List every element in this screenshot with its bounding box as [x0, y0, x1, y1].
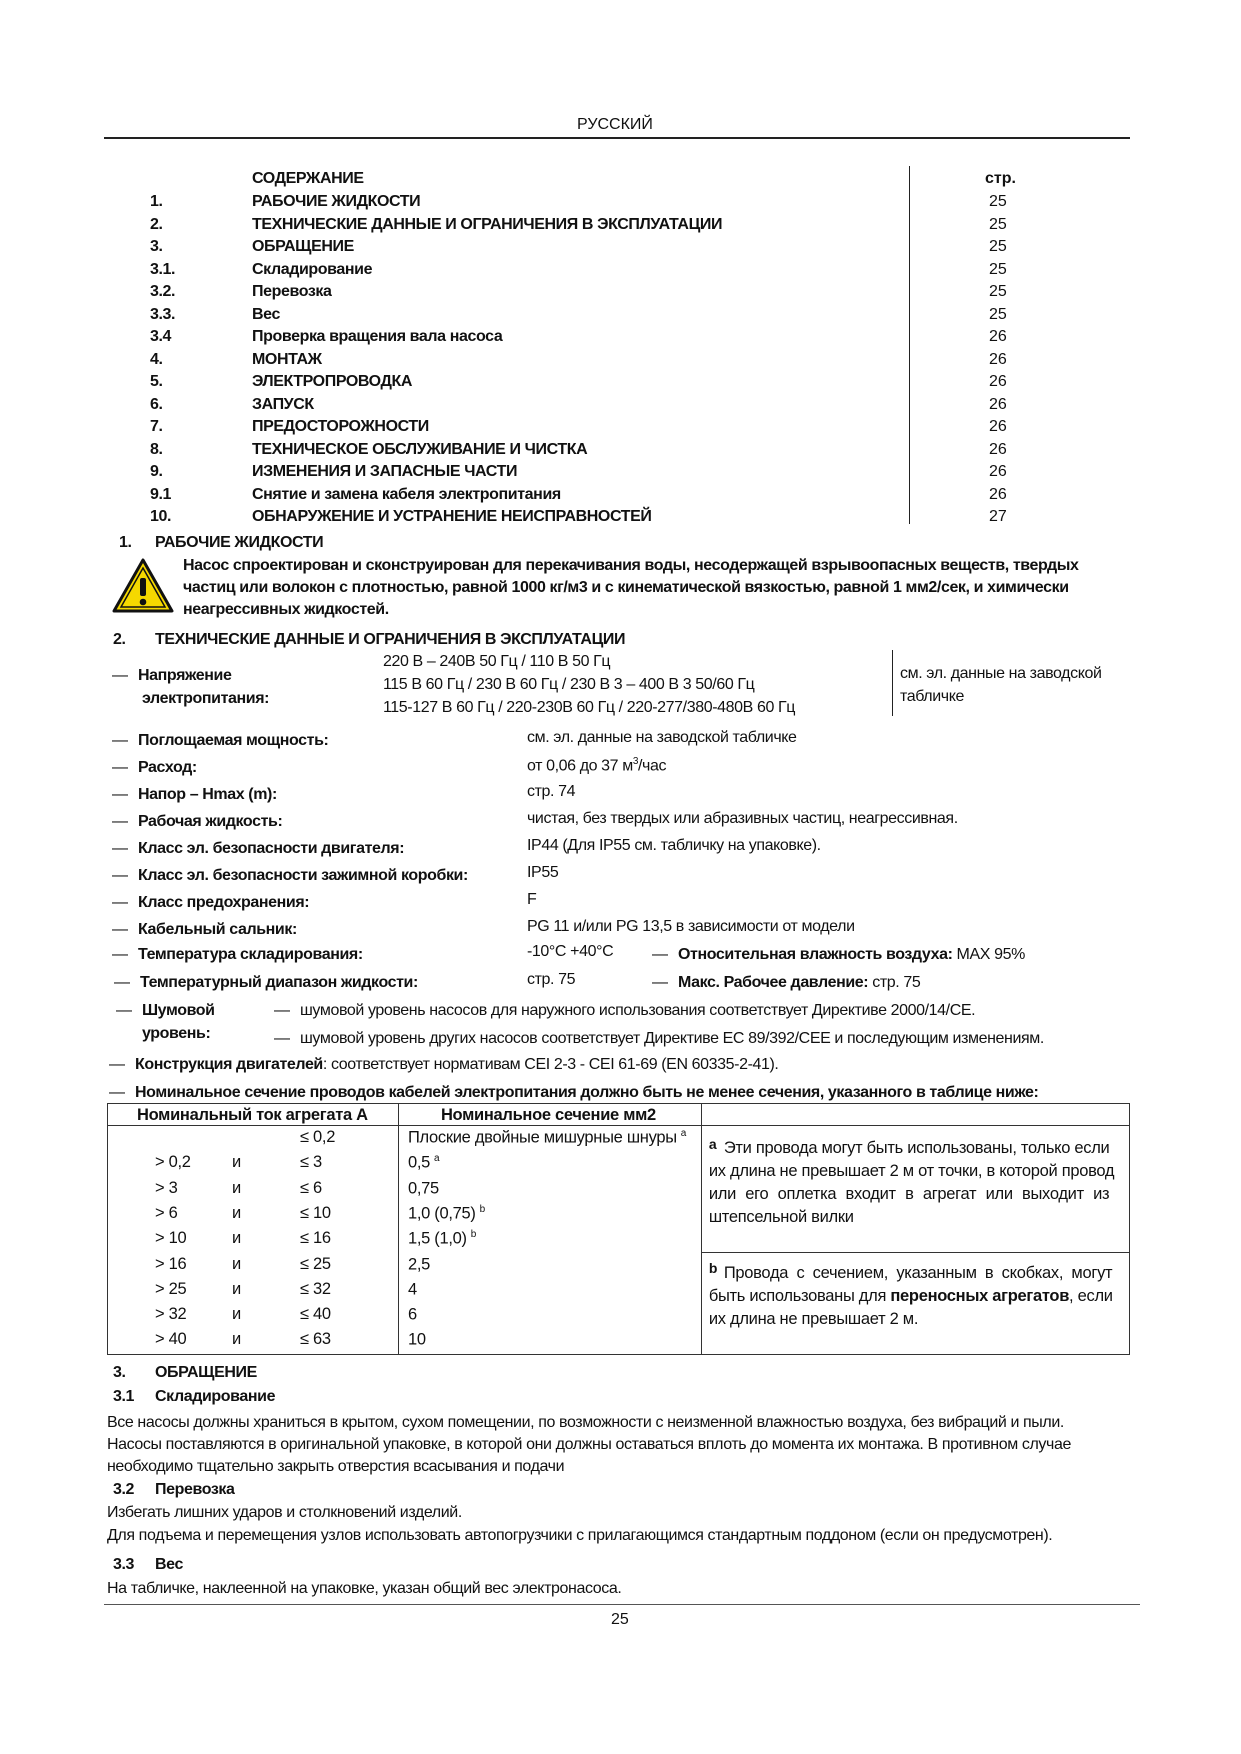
spec-value: от 0,06 до 37 $м^3$/час [527, 756, 667, 775]
s1-number: 1. [119, 534, 132, 551]
note-a-line: их длина не превышает 2 м от точки, в которой провод [708, 1162, 1115, 1180]
s31-paragraph-line: Все насосы должны храниться в крытом, сухом помещении, по возможности с неизменной влажностью воздуха, без вибраций и пыли. [107, 1414, 1064, 1431]
toc-item-title: Вес [252, 305, 280, 323]
toc-item-page: 26 [989, 440, 1007, 458]
motor-label: Конструкция двигателей [135, 1056, 323, 1073]
spec-value: IP44 (Для IP55 см. табличку на упаковке). [527, 837, 821, 854]
header-language: РУССКИЙ [577, 116, 653, 133]
toc-item-number: 3.3. [150, 305, 176, 323]
current-from: > 3 [155, 1178, 178, 1197]
s31-paragraph-line: Насосы поставляются в оригинальной упаковке, в которой они должны оставаться вплоть до момента их монтажа. В противном случае [107, 1436, 1071, 1453]
s31-paragraph-line: необходимо тщательно закрыть отверстия всасывания и подачи [107, 1458, 565, 1475]
toc-item-page: 25 [989, 260, 1007, 278]
toc-item-title: ТЕХНИЧЕСКИЕ ДАННЫЕ И ОГРАНИЧЕНИЯ В ЭКСПЛУАТАЦИИ [252, 215, 723, 233]
s33-number: 3.3 [113, 1556, 135, 1573]
current-to: ≤ 25 [300, 1254, 331, 1273]
toc-item-number: 2. [150, 215, 163, 233]
toc-item-page: 26 [989, 485, 1007, 503]
note-a-marker: a [708, 1136, 717, 1152]
section-value: 10 [407, 1330, 426, 1349]
toc-item-page: 27 [989, 508, 1007, 525]
spec-value: чистая, без твердых или абразивных частиц, неагрессивная. [527, 810, 958, 827]
voltage-note: см. эл. данные на заводской [900, 665, 1102, 682]
section-rows [399, 1126, 701, 1354]
s32-title: Перевозка [155, 1481, 235, 1498]
toc-item-page: 26 [989, 463, 1007, 480]
current-to: ≤ 32 [300, 1279, 331, 1298]
toc-item-title: МОНТАЖ [252, 350, 322, 368]
max-pressure-label: Макс. Рабочее давление: [678, 974, 869, 991]
cable-section-table [107, 1103, 1130, 1355]
note-b-marker: b [708, 1260, 718, 1276]
noise-label: — Шумовой [142, 1002, 215, 1020]
max-pressure-value: стр. 75 [868, 974, 921, 991]
toc-item-page: 26 [989, 328, 1007, 345]
motor-construction [135, 1056, 778, 1074]
toc-item-page: 26 [989, 395, 1007, 413]
storage-temp-label: — Температура складирования: [138, 946, 363, 964]
toc-item-title: ЭЛЕКТРОПРОВОДКА [252, 373, 413, 390]
toc-item-number: 7. [150, 418, 163, 435]
toc-item-page: 25 [989, 238, 1007, 255]
s32-paragraph-line: Для подъема и перемещения узлов использовать автопогрузчики с прилагающимся стандартным поддоном (если он предусмотрен). [107, 1527, 1053, 1544]
current-and: и [232, 1153, 241, 1172]
col2-header: Номинальное сечение мм2 [398, 1104, 701, 1126]
current-to: ≤ 40 [300, 1305, 331, 1324]
toc-item-title: РАБОЧИЕ ЖИДКОСТИ [252, 193, 421, 210]
current-from: > 0,2 [155, 1153, 191, 1172]
max-pressure: — Макс. Рабочее давление: стр. 75 [652, 974, 921, 991]
section-value: 1,0 (0,75) $^b$ [407, 1203, 485, 1223]
noise-item: — шумовой уровень насосов для наружного использования соответствует Директиве 2000/14/CE. [300, 1002, 975, 1020]
toc-item-page: 26 [989, 373, 1007, 390]
section-value: 4 [407, 1280, 417, 1299]
note-a-line: штепсельной вилки [708, 1208, 854, 1226]
toc-item-title: ПРЕДОСТОРОЖНОСТИ [252, 418, 429, 435]
voltage-label: — Напряжение [138, 667, 231, 685]
section-value: 2,5 [407, 1255, 430, 1273]
spec-label: — Поглощаемая мощность: [138, 732, 328, 750]
notes-column [701, 1126, 1129, 1355]
toc-item-page: 25 [989, 193, 1007, 210]
note-a [702, 1126, 1129, 1253]
current-to: ≤ 16 [300, 1229, 331, 1248]
toc-item-number: 3.1. [150, 260, 176, 278]
toc-item-title: Складирование [252, 260, 373, 278]
toc-item-title: Снятие и замена кабеля электропитания [252, 485, 561, 503]
liquid-temp-value: стр. 75 [527, 971, 576, 988]
s1-warning-line: Насос спроектирован и сконструирован для перекачивания воды, несодержащей взрывоопасных веществ, твердых [183, 557, 1079, 574]
header-rule [104, 137, 1130, 139]
humidity: — Относительная влажность воздуха: MAX 95% [652, 946, 1025, 963]
current-and: и [232, 1178, 241, 1197]
current-and: и [232, 1203, 241, 1222]
voltage-value: 220 В – 240В 50 Гц / 110 В 50 Гц [383, 653, 611, 670]
warning-icon [112, 558, 174, 613]
current-from: > 16 [155, 1254, 187, 1273]
toc-item-number: 4. [150, 350, 163, 368]
toc-item-title: ИЗМЕНЕНИЯ И ЗАПАСНЫЕ ЧАСТИ [252, 463, 518, 480]
toc-item-title: ОБРАЩЕНИЕ [252, 238, 354, 255]
toc-title: СОДЕРЖАНИЕ [252, 170, 364, 187]
s3-number: 3. [113, 1364, 126, 1381]
spec-label: — Кабельный сальник: [138, 921, 297, 939]
spec-label: — Класс эл. безопасности двигателя: [138, 840, 404, 858]
note-b-line: быть использованы для переносных агрегатов, если [708, 1287, 1113, 1305]
current-to: ≤ 10 [300, 1203, 331, 1222]
toc-item-page: 26 [989, 350, 1007, 368]
current-from: > 32 [155, 1305, 187, 1324]
toc-page-label: стр. [985, 170, 1016, 187]
spec-label: — Рабочая жидкость: [138, 813, 282, 831]
section-value: 6 [407, 1305, 417, 1324]
toc-item-number: 6. [150, 395, 163, 413]
note-a-line: Эти провода могут быть использованы, только если [723, 1139, 1110, 1157]
toc-item-number: 5. [150, 373, 163, 390]
section-value: 0,75 [407, 1179, 439, 1198]
toc-item-page: 25 [989, 215, 1007, 233]
storage-temp-value: -10°C +40°C [527, 943, 614, 960]
current-to: ≤ 63 [300, 1330, 331, 1349]
cable-intro: — Номинальное сечение проводов кабелей электропитания должно быть не менее сечения, указанного в таблице ниже: [135, 1084, 1039, 1102]
toc-item-number: 3.4 [150, 328, 172, 345]
section-value: Плоские двойные мишурные шнуры $^a$ [407, 1128, 687, 1147]
voltage-divider [892, 650, 893, 716]
note-b [702, 1253, 1129, 1353]
current-and: и [232, 1279, 241, 1298]
toc-item-number: 10. [150, 508, 172, 525]
section-value: 0,5 $^a$ [407, 1153, 440, 1172]
current-and: и [232, 1229, 241, 1248]
s31-number: 3.1 [113, 1388, 135, 1405]
toc-item-page: 25 [989, 283, 1007, 300]
s33-paragraph-line: На табличке, наклеенной на упаковке, указан общий вес электронасоса. [107, 1580, 622, 1597]
current-from: > 10 [155, 1229, 187, 1248]
current-and: и [232, 1305, 241, 1324]
current-from: > 40 [155, 1330, 187, 1349]
voltage-note-2: табличке [900, 688, 964, 705]
toc-item-page: 26 [989, 418, 1007, 435]
toc-item-number: 3.2. [150, 283, 176, 300]
current-rows [108, 1126, 398, 1354]
motor-value: : соответствует нормативам CEI 2-3 - CEI 61-69 (EN 60335-2-41). [322, 1056, 779, 1073]
col1-header: Номинальный ток агрегата А [108, 1104, 399, 1126]
spec-value: IP55 [527, 864, 559, 881]
s2-title: ТЕХНИЧЕСКИЕ ДАННЫЕ И ОГРАНИЧЕНИЯ В ЭКСПЛУАТАЦИИ [155, 631, 626, 648]
toc-item-title: ТЕХНИЧЕСКОЕ ОБСЛУЖИВАНИЕ И ЧИСТКА [252, 440, 588, 458]
spec-value: F [527, 891, 537, 908]
section-value: 1,5 (1,0) $^b$ [407, 1229, 476, 1248]
note-a-line: или его оплетка входит в агрегат или выходит из [708, 1185, 1110, 1203]
toc-item-number: 3. [150, 238, 163, 255]
current-and: и [232, 1330, 241, 1349]
toc-item-title: ЗАПУСК [252, 395, 314, 413]
s2-number: 2. [113, 631, 126, 648]
s1-warning-line: неагрессивных жидкостей. [183, 601, 389, 618]
spec-value: стр. 74 [527, 783, 576, 800]
s31-title: Складирование [155, 1388, 276, 1405]
spec-value: см. эл. данные на заводской табличке [527, 729, 797, 746]
current-to: ≤ 3 [300, 1153, 322, 1172]
noise-item: — шумовой уровень других насосов соответствует Директиве ЕС 89/392/CEE и последующим изменениям. [300, 1030, 1044, 1048]
current-to: ≤ 0,2 [300, 1128, 336, 1146]
toc-item-title: Перевозка [252, 283, 332, 300]
note-b-line: их длина не превышает 2 м. [708, 1310, 919, 1328]
current-from: > 6 [155, 1203, 178, 1222]
s32-paragraph-line: Избегать лишних ударов и столкновений изделий. [107, 1504, 462, 1521]
spec-label: — Напор – Hmax (m): [138, 786, 277, 804]
current-to: ≤ 6 [300, 1178, 322, 1197]
humidity-value: MAX 95% [952, 946, 1025, 963]
voltage-value: 115-127 В 60 Гц / 220-230В 60 Гц / 220-277/380-480В 60 Гц [383, 699, 796, 716]
spec-label: — Расход: [138, 759, 197, 777]
toc-item-number: 9.1 [150, 485, 172, 503]
toc-item-number: 8. [150, 440, 163, 458]
section-column [398, 1126, 701, 1355]
notes-header [701, 1104, 1129, 1126]
s33-title: Вес [155, 1556, 183, 1573]
note-b-bold: переносных агрегатов [890, 1287, 1070, 1305]
s1-warning-line: частиц или волокон с плотностью, равной 1000 кг/м3 и с кинематической вязкостью, равной 1 мм2/сек, и химически [183, 579, 1069, 596]
spec-label: — Класс предохранения: [138, 894, 309, 912]
s1-title: РАБОЧИЕ ЖИДКОСТИ [155, 534, 324, 551]
toc-item-number: 9. [150, 463, 163, 480]
liquid-temp-label: — Температурный диапазон жидкости: [140, 974, 418, 992]
s3-title: ОБРАЩЕНИЕ [155, 1364, 257, 1381]
current-column [108, 1126, 399, 1355]
current-from: > 25 [155, 1279, 187, 1298]
spec-label: — Класс эл. безопасности зажимной коробки: [138, 867, 468, 885]
voltage-value: 115 В 60 Гц / 230 В 60 Гц / 230 В 3 – 400 В 3 50/60 Гц [383, 676, 755, 693]
toc-divider [909, 166, 910, 524]
spec-value: PG 11 и/или PG 13,5 в зависимости от модели [527, 918, 855, 935]
humidity-label: Относительная влажность воздуха: [678, 946, 953, 963]
toc-item-title: Проверка вращения вала насоса [252, 328, 503, 345]
toc-item-number: 1. [150, 193, 163, 210]
page-number: 25 [611, 1611, 629, 1628]
voltage-label-2: электропитания: [142, 690, 270, 707]
toc-item-title: ОБНАРУЖЕНИЕ И УСТРАНЕНИЕ НЕИСПРАВНОСТЕЙ [252, 508, 652, 525]
toc-item-page: 25 [989, 305, 1007, 323]
s32-number: 3.2 [113, 1481, 135, 1498]
current-and: и [232, 1254, 241, 1273]
noise-label-2: уровень: [142, 1025, 211, 1042]
footer-rule [104, 1604, 1140, 1605]
note-b-line: Провода с сечением, указанным в скобках, могут [723, 1264, 1113, 1282]
